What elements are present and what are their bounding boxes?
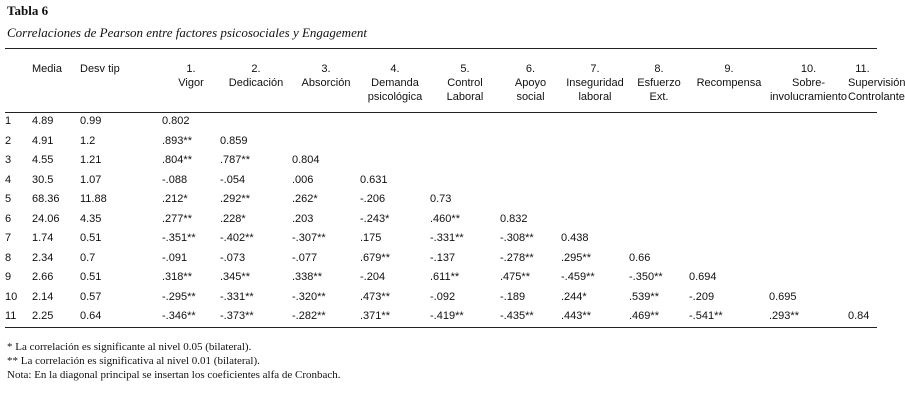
table-cell: .443** xyxy=(561,310,591,322)
table-cell: -.419** xyxy=(430,310,464,322)
column-header-line: Apoyo xyxy=(514,77,547,89)
table-note: ** La correlación es significativa al nivel 0.01 (bilateral). xyxy=(7,355,260,367)
column-header-line: Control xyxy=(447,77,483,89)
table-cell: -.073 xyxy=(220,251,246,264)
table-cell: 0.84 xyxy=(848,310,870,322)
table-cell: .338** xyxy=(292,271,322,283)
table-cell xyxy=(848,249,877,269)
table-cell: 4.91 xyxy=(32,134,54,147)
column-header-line: Desv tip xyxy=(80,63,120,75)
table-cell: 0.694 xyxy=(689,271,717,283)
table-row xyxy=(5,249,877,269)
table-header-row xyxy=(5,62,877,112)
table-cell xyxy=(689,112,769,132)
table-cell xyxy=(689,171,769,191)
table-cell: .244* xyxy=(561,290,587,303)
table-cell: -.435** xyxy=(500,310,534,322)
column-header-line: Laboral xyxy=(446,91,484,103)
table-cell: 2.14 xyxy=(32,290,54,303)
table-cell xyxy=(500,112,561,132)
row-number: 5 xyxy=(5,193,12,205)
table-cell xyxy=(769,210,848,230)
table-subtitle: Correlaciones de Pearson entre factores psicosociales y Engagement xyxy=(7,25,367,40)
table-cell xyxy=(769,190,848,210)
table-cell: 0.51 xyxy=(80,232,102,244)
table-cell: -.092 xyxy=(430,290,456,303)
column-header-c5 xyxy=(430,62,500,112)
table-cell: 0.438 xyxy=(561,232,589,244)
column-header-c2 xyxy=(220,62,292,112)
table-cell xyxy=(769,229,848,249)
table-cell: -.278** xyxy=(500,251,534,264)
table-cell: -.351** xyxy=(162,232,196,244)
table-cell xyxy=(848,112,877,132)
table-cell xyxy=(848,268,877,288)
table-cell xyxy=(848,171,877,191)
table-row xyxy=(5,190,877,210)
table-cell: .460** xyxy=(430,212,460,225)
table-cell: 30.5 xyxy=(32,173,54,186)
table-cell: -.054 xyxy=(220,173,246,186)
table-cell: 0.832 xyxy=(500,212,528,225)
column-header-line: 9. xyxy=(724,63,734,75)
table-cell: -.459** xyxy=(561,271,595,283)
table-row xyxy=(5,307,877,327)
table-cell: .203 xyxy=(292,212,314,225)
table-cell: .473** xyxy=(360,290,390,303)
table-cell: 0.73 xyxy=(430,193,452,205)
row-number: 6 xyxy=(5,212,12,225)
table-cell xyxy=(689,210,769,230)
column-header-line: Ext. xyxy=(649,91,669,103)
table-cell xyxy=(769,132,848,152)
table-cell: .611** xyxy=(430,271,460,283)
table-cell: -.346** xyxy=(162,310,196,322)
table-cell xyxy=(220,112,292,132)
table-cell xyxy=(769,112,848,132)
table-row xyxy=(5,268,877,288)
table-cell xyxy=(629,229,689,249)
table-cell: -.308** xyxy=(500,232,534,244)
table-cell: 4.35 xyxy=(80,212,102,225)
column-header-line: Vigor xyxy=(178,77,204,89)
table-cell: .371** xyxy=(360,310,390,322)
table-cell xyxy=(689,151,769,171)
table-cell: -.350** xyxy=(629,271,663,283)
table-cell: 11.88 xyxy=(80,193,107,205)
table-body xyxy=(5,112,877,327)
table-cell: -.295** xyxy=(162,290,196,303)
table-cell xyxy=(848,229,877,249)
row-number: 11 xyxy=(5,310,17,322)
table-note: * La correlación es significante al nivel 0.05 (bilateral). xyxy=(7,341,252,353)
column-header-c11 xyxy=(848,62,905,112)
table-cell xyxy=(561,112,629,132)
table-cell xyxy=(629,210,689,230)
table-cell xyxy=(769,171,848,191)
table-cell xyxy=(561,132,629,152)
table-cell: 1.21 xyxy=(80,154,102,166)
table-cell: 0.804 xyxy=(292,154,320,166)
table-cell xyxy=(561,151,629,171)
table-cell xyxy=(561,171,629,191)
column-header-line: Supervisión xyxy=(848,77,905,89)
table-cell: 0.631 xyxy=(360,173,388,186)
column-header-c10 xyxy=(769,62,848,112)
table-cell: -.088 xyxy=(162,173,188,186)
column-header-media xyxy=(32,62,80,112)
table-cell: .292** xyxy=(220,193,250,205)
table-row xyxy=(5,229,877,249)
table-cell: 2.34 xyxy=(32,251,54,264)
table-cell: 0.64 xyxy=(80,310,102,322)
table-cell: 0.66 xyxy=(629,251,651,264)
table-cell: .539** xyxy=(629,290,659,303)
table-cell: .475** xyxy=(500,271,530,283)
row-number: 2 xyxy=(5,134,12,147)
column-header-c3 xyxy=(292,62,360,112)
column-header-line: 2. xyxy=(251,63,261,75)
table-cell: .293** xyxy=(769,310,799,322)
table-cell: 0.859 xyxy=(220,134,248,147)
column-header-c7 xyxy=(561,62,629,112)
table-cell: 1.07 xyxy=(80,173,102,186)
table-cell xyxy=(848,210,877,230)
table-cell xyxy=(500,151,561,171)
table-cell xyxy=(629,112,689,132)
column-header-line: Recompensa xyxy=(696,77,762,89)
column-header-line: 5. xyxy=(460,63,470,75)
table-cell: .277** xyxy=(162,212,192,225)
table-note: Nota: En la diagonal principal se insertan los coeficientes alfa de Cronbach. xyxy=(7,369,341,381)
table-cell: -.243* xyxy=(360,212,390,225)
bottom-rule xyxy=(5,327,877,328)
table-cell: .295** xyxy=(561,251,591,264)
row-number: 1 xyxy=(5,115,12,127)
column-header-line: 11. xyxy=(855,63,870,75)
table-cell xyxy=(360,151,430,171)
table-cell xyxy=(848,190,877,210)
column-header-desv xyxy=(80,62,162,112)
table-cell: 0.802 xyxy=(162,115,190,127)
table-cell: .787** xyxy=(220,154,250,166)
table-cell xyxy=(430,112,500,132)
column-header-line: 10. xyxy=(800,63,817,75)
table-cell xyxy=(430,151,500,171)
table-cell: .262* xyxy=(292,193,318,205)
table-cell: .212* xyxy=(162,193,188,205)
column-header-c4 xyxy=(360,62,430,112)
column-header-line: involucramiento xyxy=(769,91,848,103)
top-rule xyxy=(5,48,877,49)
table-cell xyxy=(629,190,689,210)
table-cell xyxy=(769,151,848,171)
table-cell: 24.06 xyxy=(32,212,60,225)
table-cell: -.373** xyxy=(220,310,254,322)
table-cell: -.209 xyxy=(689,290,715,303)
table-cell xyxy=(769,249,848,269)
column-header-line: Inseguridad xyxy=(566,77,624,89)
column-header-line: Esfuerzo xyxy=(637,77,681,89)
column-header-c6 xyxy=(500,62,561,112)
table-cell: -.402** xyxy=(220,232,254,244)
table-row xyxy=(5,288,877,308)
column-header-line: laboral xyxy=(578,91,612,103)
table-cell xyxy=(848,151,877,171)
table-cell xyxy=(769,268,848,288)
table-row xyxy=(5,210,877,230)
table-cell xyxy=(629,151,689,171)
table-row xyxy=(5,171,877,191)
column-header-line: Demanda xyxy=(371,77,419,89)
table-cell: .175 xyxy=(360,232,382,244)
table-cell: .893** xyxy=(162,134,192,147)
table-cell: .228* xyxy=(220,212,246,225)
row-number: 7 xyxy=(5,232,12,244)
table-row xyxy=(5,151,877,171)
table-cell: 0.7 xyxy=(80,251,96,264)
table-cell xyxy=(848,288,877,308)
table-cell: 1.74 xyxy=(32,232,54,244)
table-cell xyxy=(848,132,877,152)
table-cell xyxy=(292,112,360,132)
table-cell: -.331** xyxy=(430,232,464,244)
table-cell: .469** xyxy=(629,310,659,322)
table-cell xyxy=(689,132,769,152)
correlation-table xyxy=(5,62,905,327)
table-cell: 2.66 xyxy=(32,271,54,283)
row-number: 4 xyxy=(5,173,12,186)
column-header-line: 3. xyxy=(321,63,331,75)
table-row xyxy=(5,112,877,132)
table-cell xyxy=(629,171,689,191)
table-cell: .679** xyxy=(360,251,390,264)
column-header-line: Dedicación xyxy=(228,77,284,89)
table-cell: -.189 xyxy=(500,290,526,303)
column-header-line: 6. xyxy=(525,63,536,75)
column-header-line: psicológica xyxy=(367,91,423,103)
column-header-line: Absorción xyxy=(301,77,351,89)
table-cell: 0.57 xyxy=(80,290,102,303)
column-header-line: Sobre- xyxy=(791,77,826,89)
table-cell: .345** xyxy=(220,271,250,283)
table-cell xyxy=(500,132,561,152)
column-header-line: Controlante xyxy=(848,91,905,103)
table-cell xyxy=(430,132,500,152)
table-cell xyxy=(561,210,629,230)
column-header-line: social xyxy=(516,91,545,103)
row-number: 10 xyxy=(5,290,18,303)
table-title: Tabla 6 xyxy=(7,3,49,18)
row-number: 3 xyxy=(5,154,12,166)
table-cell: -.331** xyxy=(220,290,254,303)
table-notes xyxy=(7,340,341,382)
table-cell: 2.25 xyxy=(32,310,54,322)
table-cell xyxy=(561,190,629,210)
table-cell: -.137 xyxy=(430,251,456,264)
table-cell: -.204 xyxy=(360,271,386,283)
column-header-line: Media xyxy=(32,63,62,75)
table-cell: -.206 xyxy=(360,193,386,205)
table-cell: -.282** xyxy=(292,310,326,322)
table-cell: 0.695 xyxy=(769,290,797,303)
table-cell: 68.36 xyxy=(32,193,60,205)
table-cell: 4.89 xyxy=(32,115,54,127)
table-cell xyxy=(360,132,430,152)
table-cell: -.541** xyxy=(689,310,723,322)
column-header-line: 7. xyxy=(590,63,600,75)
column-header-line: 1. xyxy=(186,63,196,75)
table-cell: -.077 xyxy=(292,251,318,264)
table-cell: 4.55 xyxy=(32,154,54,166)
table-cell xyxy=(629,132,689,152)
row-number: 9 xyxy=(5,271,12,283)
column-header-c8 xyxy=(629,62,689,112)
table-cell: 1.2 xyxy=(80,134,96,147)
column-header-c1 xyxy=(162,62,220,112)
table-cell: .318** xyxy=(162,271,192,283)
column-header-c9 xyxy=(689,62,769,112)
column-header-row xyxy=(5,62,32,112)
table-row xyxy=(5,132,877,152)
table-cell xyxy=(292,132,360,152)
table-cell xyxy=(360,112,430,132)
column-header-line: 8. xyxy=(654,63,664,75)
table-cell: .804** xyxy=(162,154,192,166)
table-cell xyxy=(689,249,769,269)
table-cell: -.091 xyxy=(162,251,188,264)
row-number: 8 xyxy=(5,251,12,264)
table-cell xyxy=(689,190,769,210)
column-header-line: 4. xyxy=(390,63,400,75)
table-cell xyxy=(500,171,561,191)
table-cell xyxy=(689,229,769,249)
table-cell: -.320** xyxy=(292,290,326,303)
table-cell: 0.99 xyxy=(80,115,102,127)
table-cell: .006 xyxy=(292,173,314,186)
table-cell xyxy=(430,171,500,191)
table-cell: -.307** xyxy=(292,232,326,244)
table-cell xyxy=(500,190,561,210)
table-cell: 0.51 xyxy=(80,271,102,283)
